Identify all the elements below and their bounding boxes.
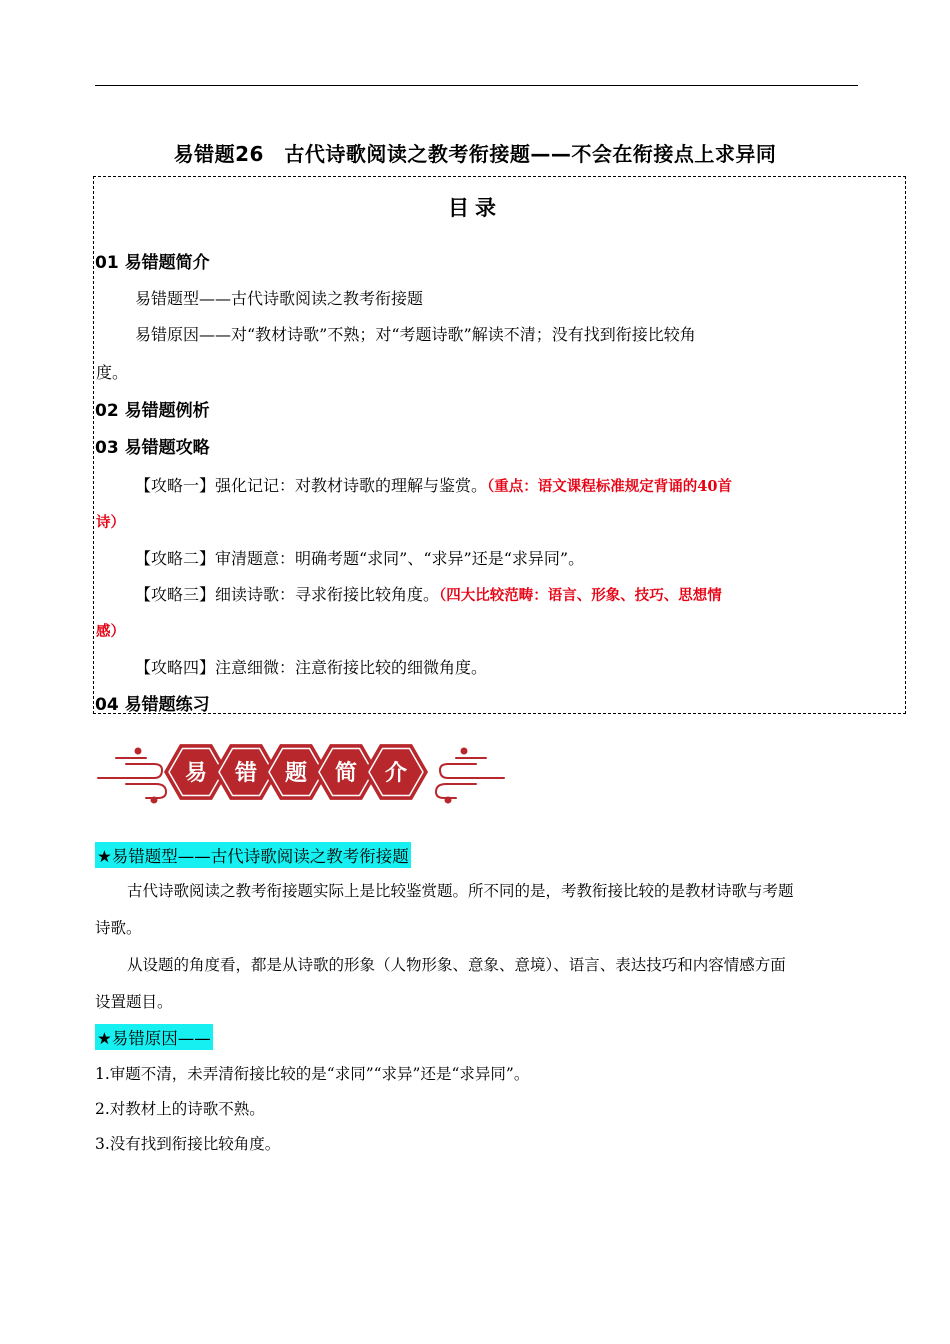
banner-char: 简 <box>334 761 358 786</box>
toc-strategy-4: 【攻略四】注意细微：注意衔接比较的细微角度。 <box>135 658 488 677</box>
toc-strategy-2: 【攻略二】审清题意：明确考题“求同”、“求异”还是“求异同”。 <box>135 549 585 568</box>
toc-strategy-3-text: 【攻略三】细读诗歌：寻求衔接比较角度。 <box>135 585 440 604</box>
toc-strategy-1-note: （重点：语文课程标准规定背诵的40首 <box>487 478 732 495</box>
body-heading-type: ★易错题型——古代诗歌阅读之教考衔接题 <box>95 842 411 868</box>
reason-item-2: 2.对教材上的诗歌不熟。 <box>95 1100 265 1118</box>
toc-heading: 目录 <box>448 196 502 220</box>
body-para1-cont: 诗歌。 <box>95 919 142 937</box>
toc-strategy-1 <box>135 473 732 496</box>
banner-char: 介 <box>384 761 408 786</box>
banner-char: 错 <box>234 761 258 786</box>
toc-intro-reason-cont: 度。 <box>96 363 129 382</box>
toc-intro-type: 易错题型——古代诗歌阅读之教考衔接题 <box>135 289 424 308</box>
toc-section-04: 04 易错题练习 <box>95 695 210 715</box>
toc-intro-reason: 易错原因——对“教材诗歌”不熟；对“考题诗歌”解读不清；没有找到衔接比较角 <box>135 325 696 344</box>
toc-strategy-1-note-cont: 诗） <box>96 514 125 531</box>
reason-item-1: 1.审题不清，未弄清衔接比较的是“求同”“求异”还是“求异同”。 <box>95 1065 530 1083</box>
toc-strategy-1-text: 【攻略一】强化记记：对教材诗歌的理解与鉴赏。 <box>135 476 488 495</box>
body-para2: 从设题的角度看，都是从诗歌的形象（人物形象、意象、意境）、语言、表达技巧和内容情感方面 <box>127 956 786 974</box>
toc-strategy-3 <box>135 582 722 605</box>
toc-section-01: 01 易错题简介 <box>95 253 210 273</box>
banner-right-ornament <box>436 749 504 803</box>
document-title: 易错题26 古代诗歌阅读之教考衔接题——不会在衔接点上求异同 <box>173 142 777 166</box>
body-para1: 古代诗歌阅读之教考衔接题实际上是比较鉴赏题。所不同的是，考教衔接比较的是教材诗歌与考题 <box>127 882 794 900</box>
section-banner <box>96 738 506 806</box>
toc-section-02: 02 易错题例析 <box>95 401 210 421</box>
toc-strategy-3-note-cont: 感） <box>96 623 125 640</box>
toc-section-03: 03 易错题攻略 <box>95 438 210 458</box>
banner-left-ornament <box>98 749 166 803</box>
banner-char: 易 <box>184 761 208 786</box>
reason-item-3: 3.没有找到衔接比较角度。 <box>95 1135 281 1153</box>
toc-strategy-3-note: （四大比较范畴：语言、形象、技巧、思想情 <box>439 587 722 604</box>
banner-char: 题 <box>284 761 308 786</box>
body-para2-cont: 设置题目。 <box>95 993 173 1011</box>
body-heading-reason: ★易错原因—— <box>95 1024 213 1050</box>
header-rule <box>95 85 858 86</box>
toc-box <box>93 176 906 714</box>
